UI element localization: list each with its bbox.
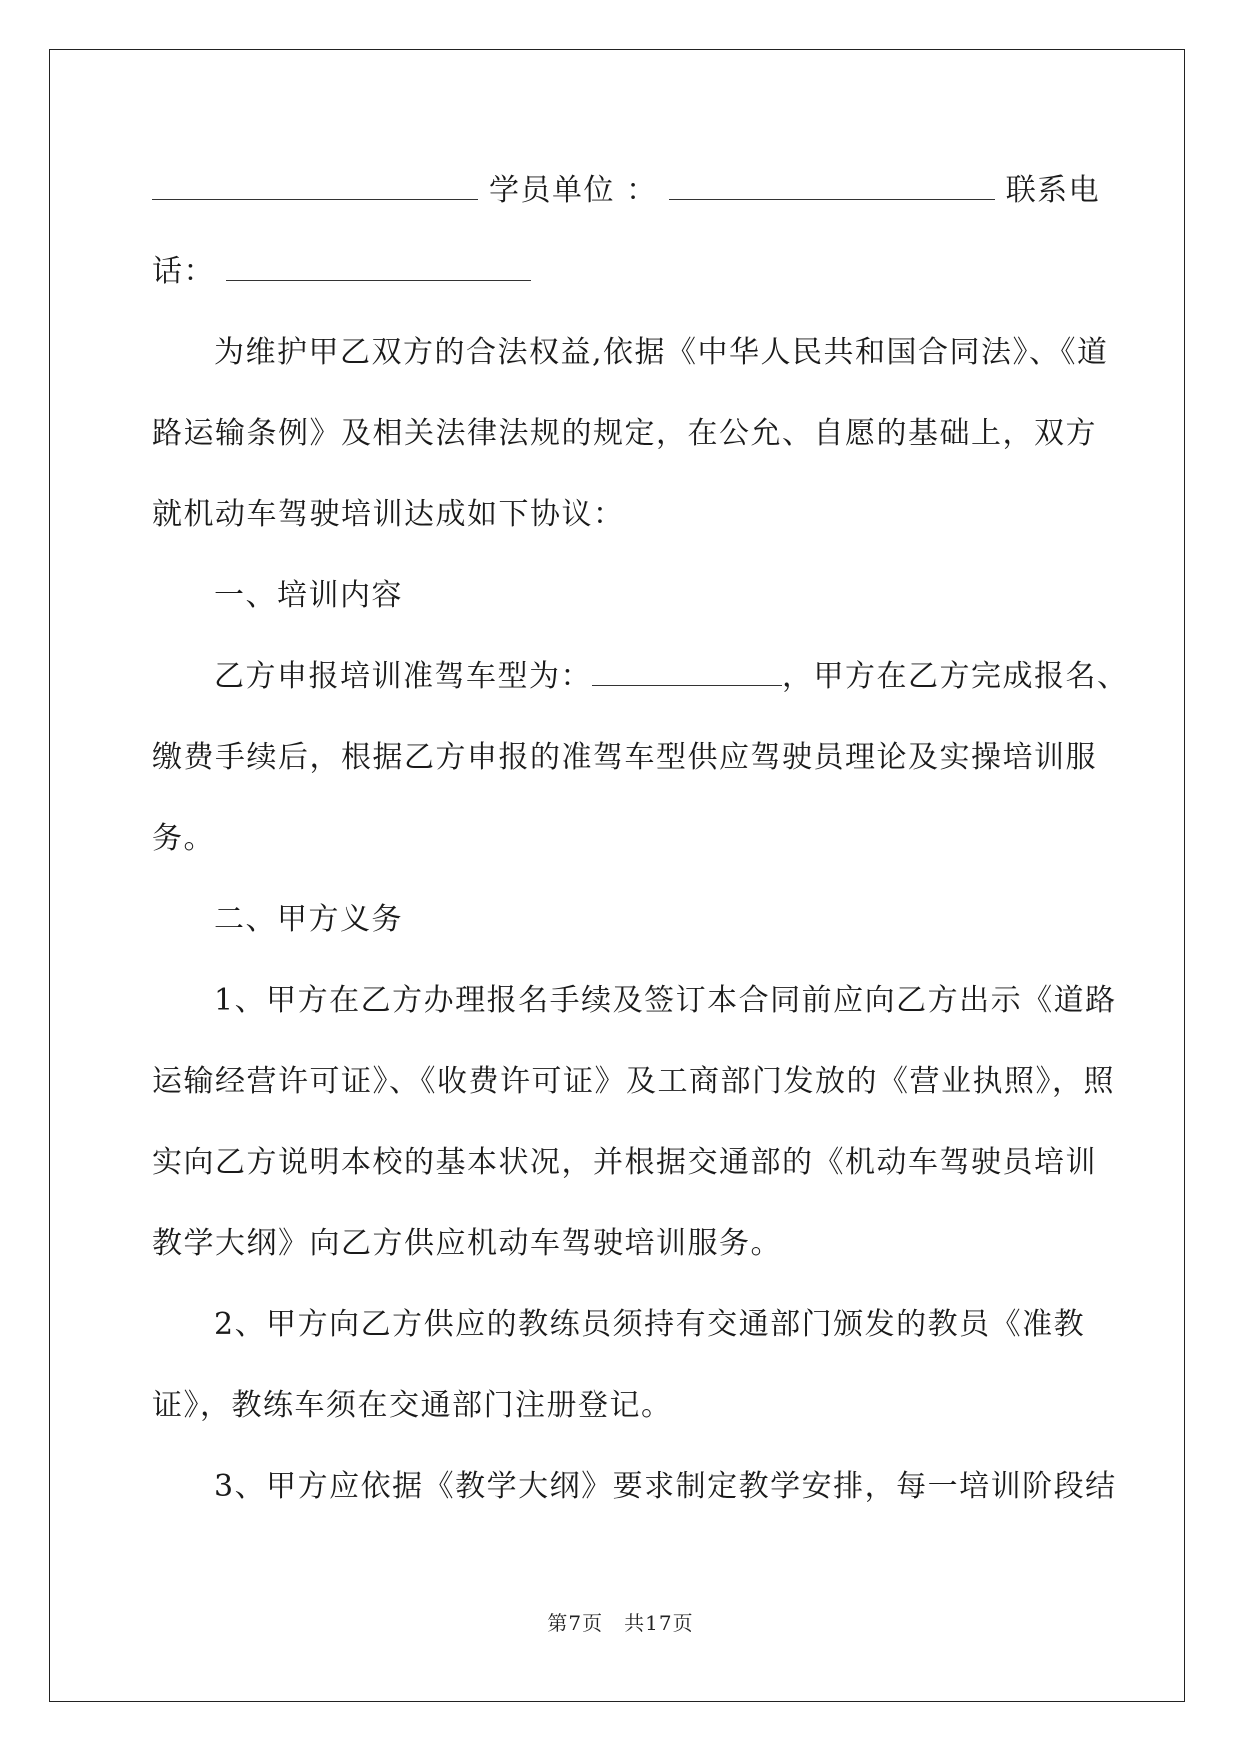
paragraph-line: 1、甲方在乙方办理报名手续及签订本合同前应向乙方出示《道路 bbox=[214, 983, 1117, 1018]
paragraph-line: 教学大纲》向乙方供应机动车驾驶培训服务。 bbox=[152, 1226, 782, 1261]
vehicle-type-blank[interactable] bbox=[592, 659, 782, 686]
header-fields-line bbox=[152, 150, 1101, 231]
paragraph-line: 缴费手续后，根据乙方申报的准驾车型供应驾驶员理论及实操培训服 bbox=[152, 740, 1097, 775]
paragraph-line: 运输经营许可证》、《收费许可证》及工商部门发放的《营业执照》，照 bbox=[152, 1064, 1115, 1099]
section-heading: 一、培训内容 bbox=[214, 578, 403, 613]
phone-label: 联系电 bbox=[1005, 173, 1101, 208]
paragraph-line: 就机动车驾驶培训达成如下协议： bbox=[152, 497, 625, 532]
paragraph-line bbox=[152, 636, 1129, 717]
paragraph-text: ，甲方在乙方完成报名、 bbox=[782, 659, 1129, 694]
unit-label: 学员单位 ： bbox=[489, 173, 658, 208]
paragraph-line: 2、甲方向乙方供应的教练员须持有交通部门颁发的教员《准教 bbox=[214, 1307, 1086, 1342]
contract-body bbox=[152, 150, 1129, 1527]
page-number-footer: 第7页 共17页 bbox=[547, 1611, 694, 1635]
phone-line bbox=[152, 231, 1086, 312]
unit-blank-field[interactable] bbox=[669, 173, 995, 200]
blank-field[interactable] bbox=[152, 173, 478, 200]
paragraph-line: 实向乙方说明本校的基本状况，并根据交通部的《机动车驾驶员培训 bbox=[152, 1145, 1097, 1180]
vehicle-type-label: 乙方申报培训准驾车型为： bbox=[214, 659, 592, 694]
phone-blank-field[interactable] bbox=[226, 254, 531, 281]
section-heading: 二、甲方义务 bbox=[214, 902, 403, 937]
paragraph-line: 为维护甲乙双方的合法权益,依据《中华人民共和国合同法》、《道 bbox=[214, 335, 1109, 370]
phone-label-cont: 话： bbox=[152, 254, 215, 289]
paragraph-line: 证》，教练车须在交通部门注册登记。 bbox=[152, 1388, 673, 1423]
paragraph-line: 务。 bbox=[152, 821, 215, 856]
paragraph-line: 3、甲方应依据《教学大纲》要求制定教学安排，每一培训阶段结 bbox=[214, 1469, 1117, 1504]
paragraph-line: 路运输条例》及相关法律法规的规定，在公允、自愿的基础上，双方 bbox=[152, 416, 1097, 451]
